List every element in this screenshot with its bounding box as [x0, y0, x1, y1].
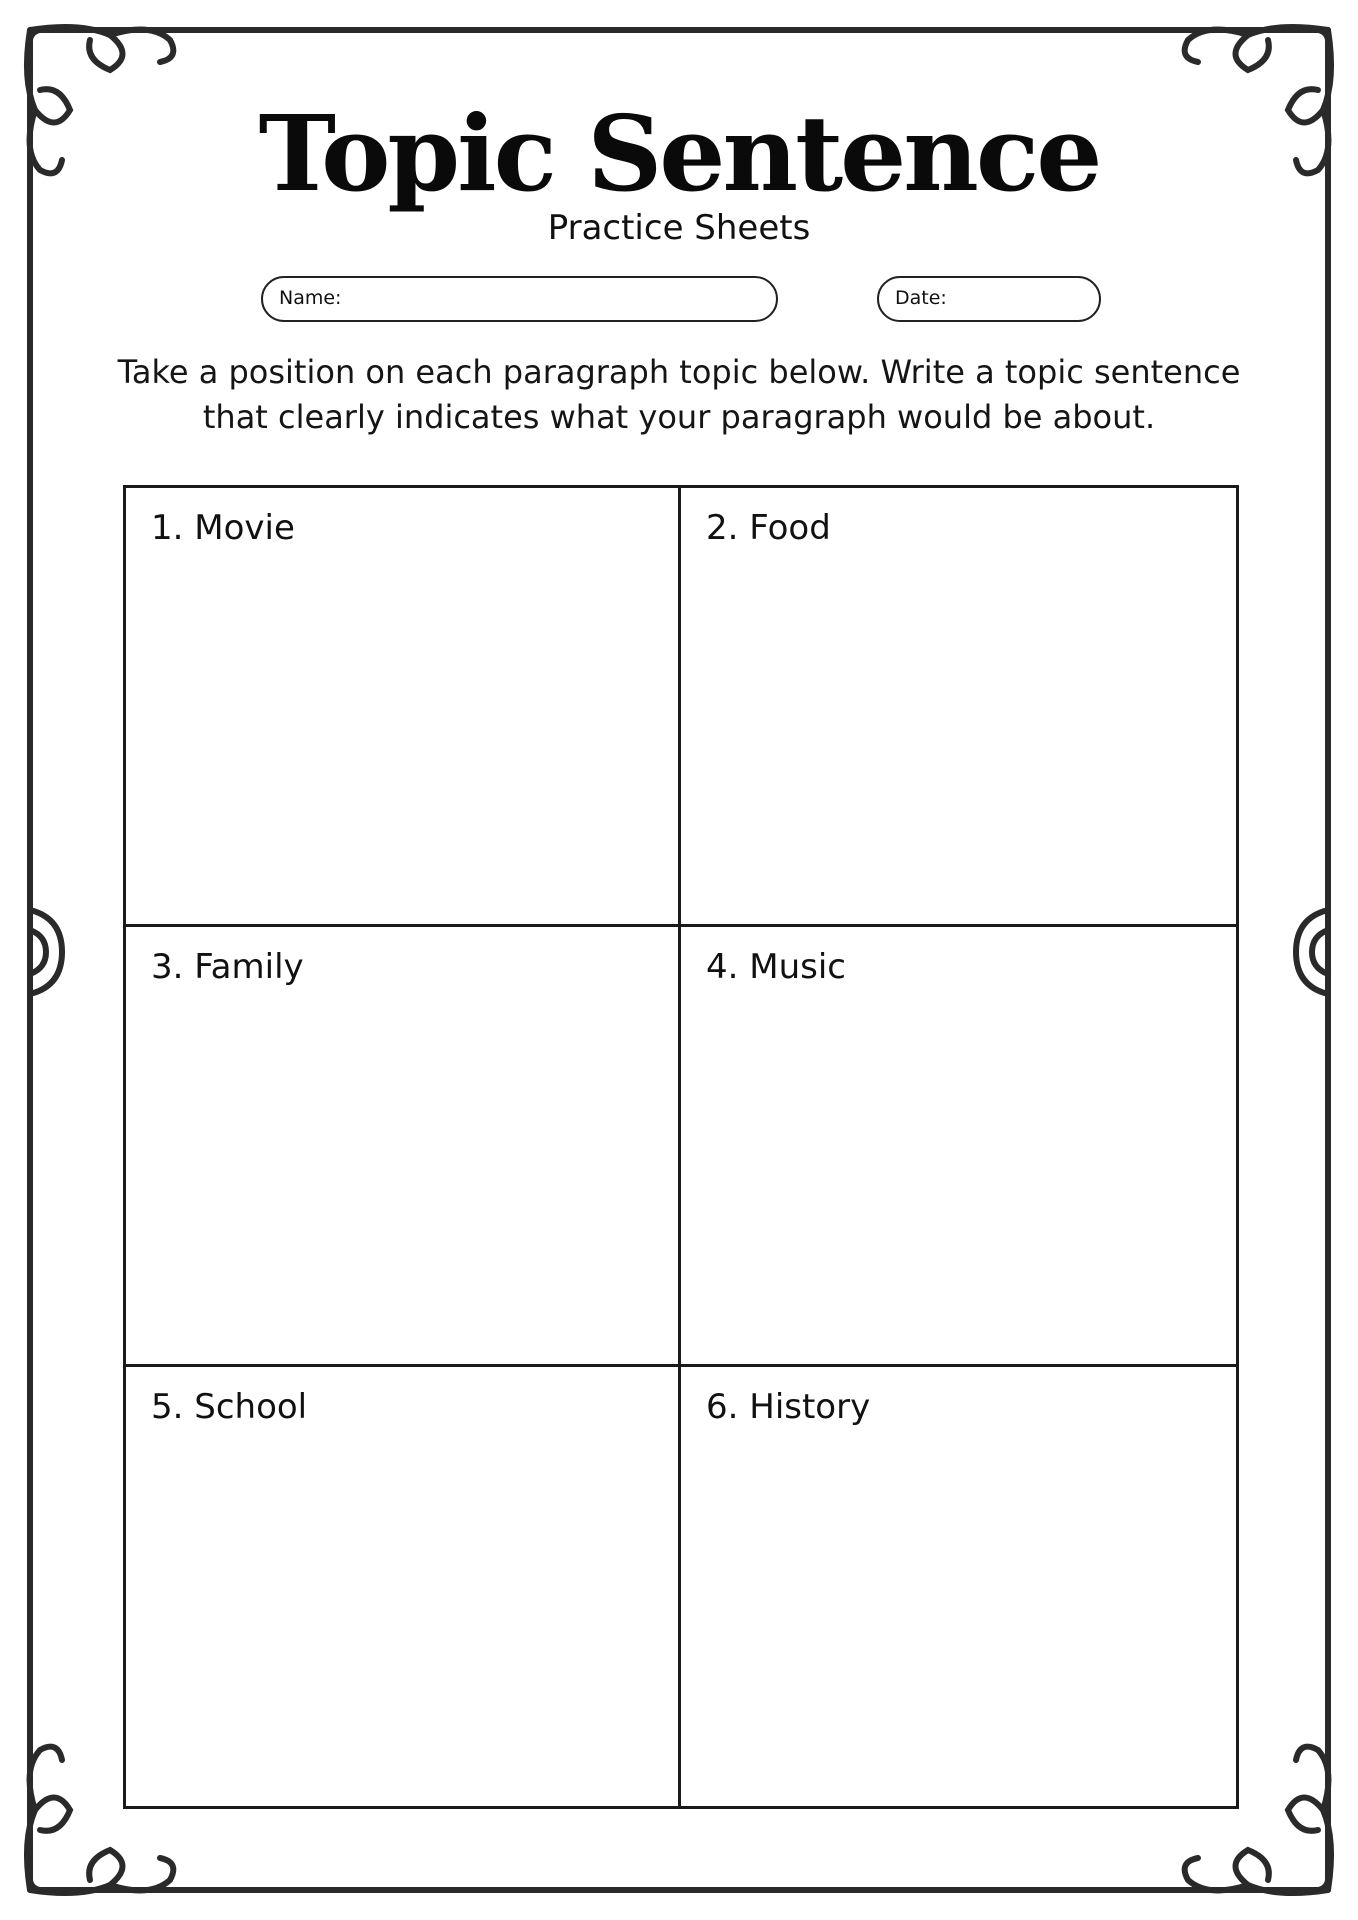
date-field[interactable] [877, 276, 1101, 322]
name-label: Name: [279, 287, 342, 309]
topic-label: 2. Food [706, 508, 831, 548]
name-field[interactable] [261, 276, 778, 322]
worksheet-title: Topic Sentence [258, 92, 1100, 215]
topic-label: 4. Music [706, 947, 846, 988]
topic-label: 3. Family [151, 947, 304, 988]
topic-box-school[interactable] [126, 1367, 681, 1806]
topic-box-music[interactable] [681, 927, 1236, 1366]
topic-label: 1. Movie [151, 508, 295, 548]
topic-box-history[interactable] [681, 1367, 1236, 1806]
topic-box-family[interactable] [126, 927, 681, 1366]
topic-box-movie[interactable] [126, 488, 681, 927]
topic-label: 6. History [706, 1386, 871, 1427]
worksheet-subtitle: Practice Sheets [547, 208, 811, 248]
instructions-text: Take a position on each paragraph topic below. Write a topic sentence that clearly indicates what your paragraph would be about. [117, 353, 1241, 436]
topics-grid [123, 485, 1239, 1809]
topic-label: 5. School [151, 1386, 308, 1427]
date-label: Date: [895, 287, 947, 309]
topic-box-food[interactable] [681, 488, 1236, 927]
